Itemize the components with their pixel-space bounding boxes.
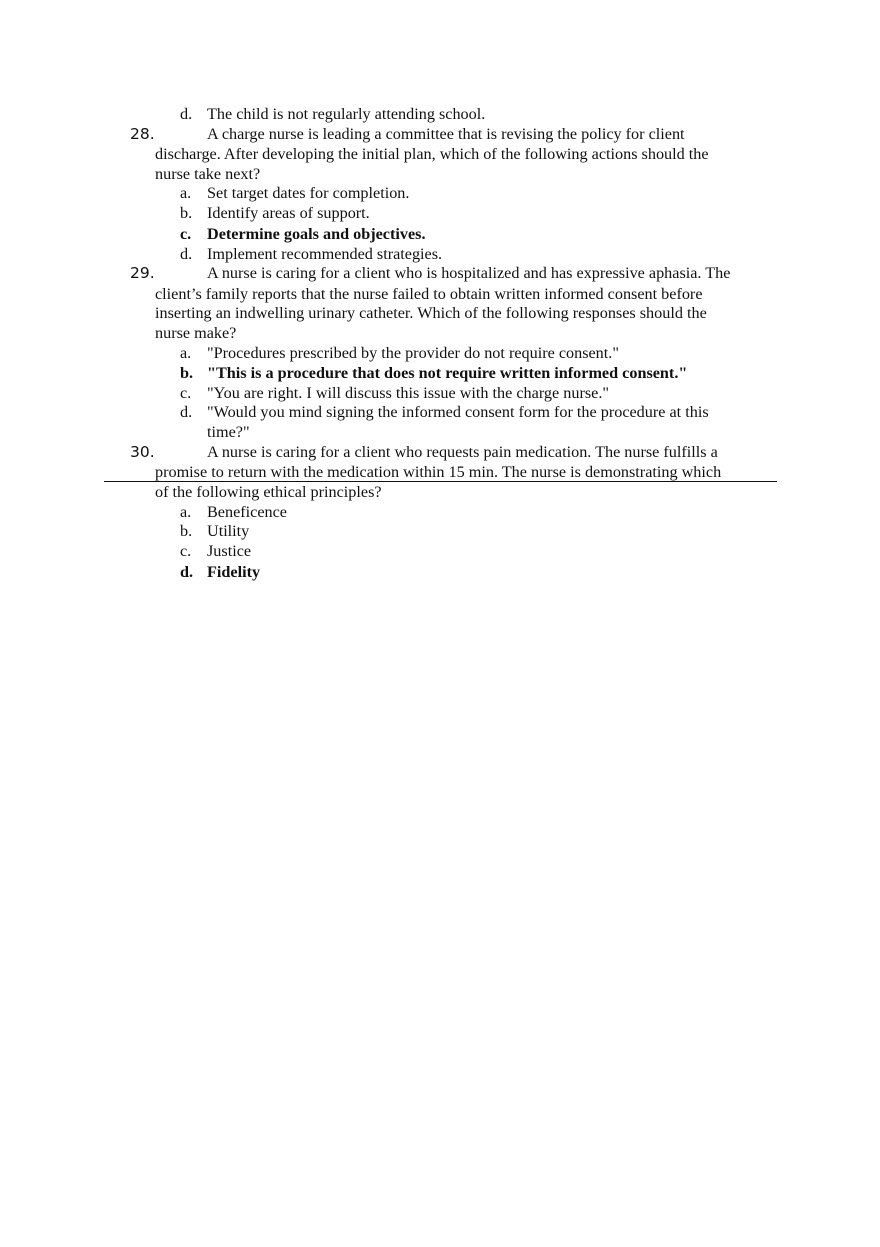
q28-option-a-text: Set target dates for completion. [207,184,410,202]
question-29-line-1: A nurse is caring for a client who is hospitalized and has expressive aphasia. The [207,264,731,282]
q29-option-d-text: "Would you mind signing the informed consent form for the procedure at this [207,403,709,421]
question-29-line-2: client’s family reports that the nurse failed to obtain written informed consent before [155,285,703,303]
question-30-line-3: of the following ethical principles? [155,483,382,501]
q30-option-c-text: Justice [207,542,252,560]
question-28-line-2: discharge. After developing the initial plan, which of the following actions should the [155,145,709,163]
question-29-number: 29. [130,264,155,282]
q29-option-a-letter: a. [180,344,192,362]
question-28-number: 28. [130,125,155,143]
q30-option-a-text: Beneficence [207,503,287,521]
q28-option-d-text: Implement recommended strategies. [207,245,443,263]
question-29-line-4: nurse make? [155,324,237,342]
q29-option-c-letter: c. [180,384,192,402]
q29-option-c-text: "You are right. I will discuss this issue with the charge nurse." [207,384,609,402]
question-28-line-3: nurse take next? [155,165,261,183]
q30-option-d-letter: d. [180,563,194,581]
q28-option-c-text-correct: Determine goals and objectives. [207,225,426,243]
horizontal-divider [104,481,777,482]
q30-option-a-letter: a. [180,503,192,521]
q30-option-b-letter: b. [180,522,193,540]
q29-option-a-text: "Procedures prescribed by the provider do not require consent." [207,344,619,362]
q30-option-d-text-correct: Fidelity [207,563,261,581]
q30-option-b-text: Utility [207,522,250,540]
q29-option-b-text-correct: "This is a procedure that does not require written informed consent." [207,364,688,382]
question-30-number: 30. [130,443,155,461]
prev-option-text: The child is not regularly attending school. [207,105,486,123]
question-28-line-1: A charge nurse is leading a committee that is revising the policy for client [207,125,685,143]
q29-option-b-letter: b. [180,364,194,382]
question-29-line-3: inserting an indwelling urinary catheter. Which of the following responses should the [155,304,707,322]
q30-option-c-letter: c. [180,542,192,560]
q29-option-d-text-cont: time?" [207,423,250,441]
prev-option-letter: d. [180,105,193,123]
q28-option-d-letter: d. [180,245,193,263]
q28-option-c-letter: c. [180,225,192,243]
question-30-line-1: A nurse is caring for a client who requests pain medication. The nurse fulfills a [207,443,718,461]
q28-option-b-text: Identify areas of support. [207,204,370,222]
q28-option-b-letter: b. [180,204,193,222]
question-30-line-2: promise to return with the medication within 15 min. The nurse is demonstrating which [155,463,722,481]
q28-option-a-letter: a. [180,184,192,202]
q29-option-d-letter: d. [180,403,193,421]
